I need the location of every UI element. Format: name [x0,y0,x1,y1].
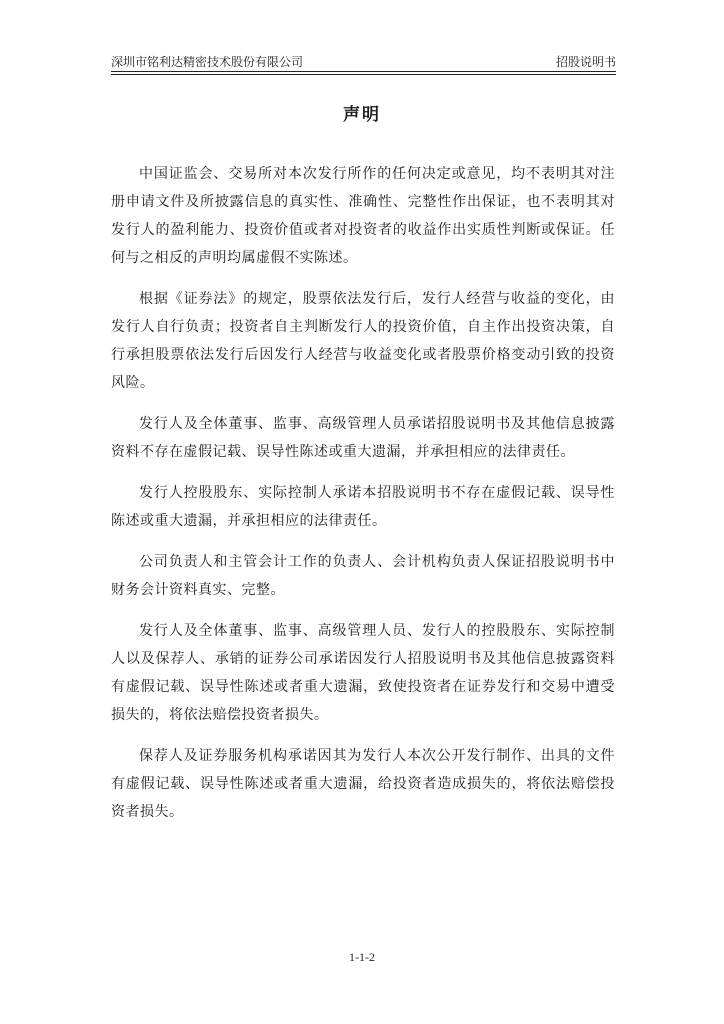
header-rule [111,71,616,72]
paragraph: 发行人及全体董事、监事、高级管理人员、发行人的控股股东、实际控制人以及保荐人、承销的证券公司承诺因发行人招股说明书及其他信息披露资料有虚假记载、误导性陈述或者重大遗漏，致使投资者在证券发行和交易中遭受损失的，将依法赔偿投资者损失。 [111,623,615,723]
paragraph: 中国证监会、交易所对本次发行所作的任何决定或意见，均不表明其对注册申请文件及所披露信息的真实性、准确性、完整性作出保证，也不表明其对发行人的盈利能力、投资价值或者对投资者的收益作出实质性判断或保证。任何与之相反的声明均属虚假不实陈述。 [111,166,615,266]
page-title: 声明 [343,105,381,125]
paragraph: 公司负责人和主管会计工作的负责人、会计机构负责人保证招股说明书中财务会计资料真实、完整。 [111,554,615,598]
paragraph: 发行人及全体董事、监事、高级管理人员承诺招股说明书及其他信息披露资料不存在虚假记载、误导性陈述或重大遗漏，并承担相应的法律责任。 [111,416,615,460]
header-company-name: 深圳市铭利达精密技术股份有限公司 [111,55,304,69]
header-rule-thin [111,74,616,75]
header-document-type: 招股说明书 [555,55,616,69]
paragraph: 发行人控股股东、实际控制人承诺本招股说明书不存在虚假记载、误导性陈述或重大遗漏，并承担相应的法律责任。 [111,485,615,529]
page-header [111,50,616,70]
paragraph: 保荐人及证券服务机构承诺因其为发行人本次公开发行制作、出具的文件有虚假记载、误导性陈述或者重大遗漏，给投资者造成损失的，将依法赔偿投资者损失。 [111,748,615,820]
paragraph: 根据《证券法》的规定，股票依法发行后，发行人经营与收益的变化，由发行人自行负责；投资者自主判断发行人的投资价值，自主作出投资决策，自行承担股票依法发行后因发行人经营与收益变化或者股票价格变动引致的投资风险。 [111,291,615,391]
page-number: 1-1-2 [349,950,375,964]
declaration-body [111,160,615,839]
